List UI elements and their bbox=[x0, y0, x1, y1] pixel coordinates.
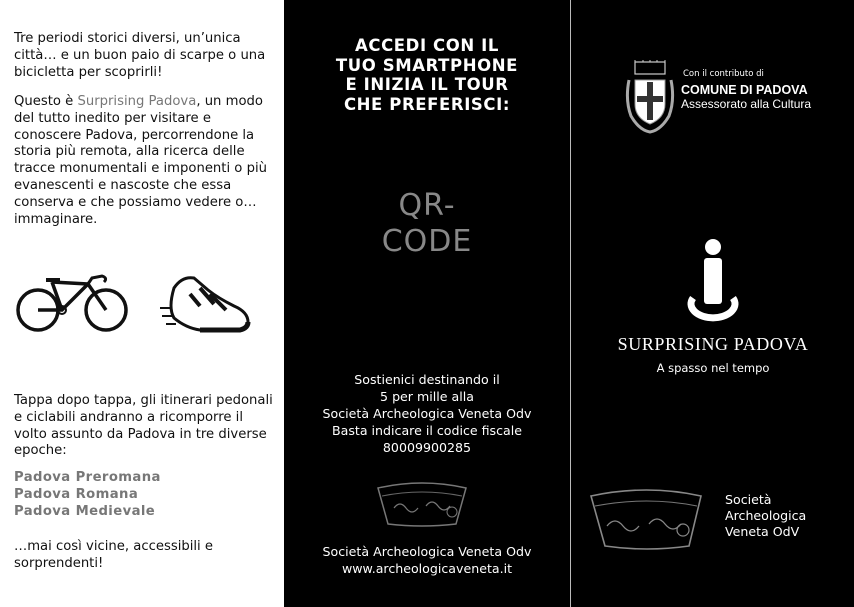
society-website-link[interactable]: www.archeologicaveneta.it bbox=[341, 561, 513, 576]
project-name-highlight: Surprising Padova bbox=[77, 94, 197, 109]
society-name: Società Archeologica Veneta Odv bbox=[322, 544, 532, 559]
qr-line: CODE bbox=[381, 224, 473, 259]
description-text bbox=[14, 94, 276, 228]
society-label bbox=[725, 492, 806, 540]
itinerary-text: Tappa dopo tappa, gli itinerari pedonali e ciclabili andranno a ricomporre il volto assunto da Padova in tre diverse epoche: bbox=[14, 393, 273, 459]
contribution-label: Con il contributo di bbox=[683, 69, 764, 79]
title-line: E INIZIA IL TOUR bbox=[345, 75, 509, 94]
title-line: TUO SMARTPHONE bbox=[335, 55, 519, 75]
society-line: Veneta OdV bbox=[725, 524, 800, 539]
padova-coat-of-arms-icon bbox=[621, 60, 679, 136]
society-line: Società bbox=[725, 492, 772, 507]
brand-tagline: A spasso nel tempo bbox=[656, 361, 770, 375]
person-location-icon bbox=[679, 238, 747, 328]
support-line: 5 per mille alla bbox=[380, 389, 474, 404]
sneaker-icon bbox=[160, 268, 260, 336]
epoch-item: Padova Preromana bbox=[14, 470, 161, 485]
support-line: Società Archeologica Veneta Odv bbox=[322, 406, 532, 421]
closing-text: …mai così vicine, accessibili e sorprendenti! bbox=[14, 539, 214, 571]
left-panel bbox=[0, 0, 284, 607]
epochs-list bbox=[14, 470, 276, 520]
title-line: CHE PREFERISCI: bbox=[343, 94, 511, 114]
epoch-item: Padova Romana bbox=[14, 486, 139, 502]
description-prefix: Questo è bbox=[14, 94, 78, 109]
description-body: , un modo del tutto inedito per visitare e conoscere Padova, percorrendone la storia più remota, alla ricerca delle tracce monumentali e imponenti o più evanescenti e nascoste che essa conserva e che possiamo vedere o… immaginare. bbox=[14, 94, 267, 227]
archaeological-vase-fragment-icon bbox=[372, 478, 472, 528]
brand-title: SURPRISING PADOVA bbox=[617, 334, 809, 354]
intro-text: Tre periodi storici diversi, un’unica città… e un buon paio di scarpe o una bicicletta per scoprirli! bbox=[14, 31, 266, 80]
support-line: Basta indicare il codice fiscale bbox=[331, 423, 523, 438]
society-line: Archeologica bbox=[725, 508, 807, 523]
epoch-item: Padova Medievale bbox=[14, 503, 156, 519]
right-panel bbox=[570, 0, 854, 607]
municipality-name: COMUNE DI PADOVA bbox=[681, 83, 808, 97]
department-name: Assessorato alla Cultura bbox=[681, 97, 812, 111]
title-line: ACCEDI CON IL bbox=[355, 36, 499, 55]
qr-code-placeholder[interactable] bbox=[284, 188, 570, 260]
middle-panel bbox=[284, 0, 570, 607]
support-text bbox=[284, 371, 570, 456]
tax-code: 80009900285 bbox=[382, 440, 472, 455]
society-footer bbox=[284, 543, 570, 577]
call-to-action-title bbox=[284, 36, 570, 114]
support-line: Sostienici destinando il bbox=[354, 372, 500, 387]
qr-line: QR- bbox=[398, 188, 456, 223]
archaeological-vase-fragment-icon bbox=[583, 486, 709, 552]
bicycle-icon bbox=[12, 270, 132, 338]
